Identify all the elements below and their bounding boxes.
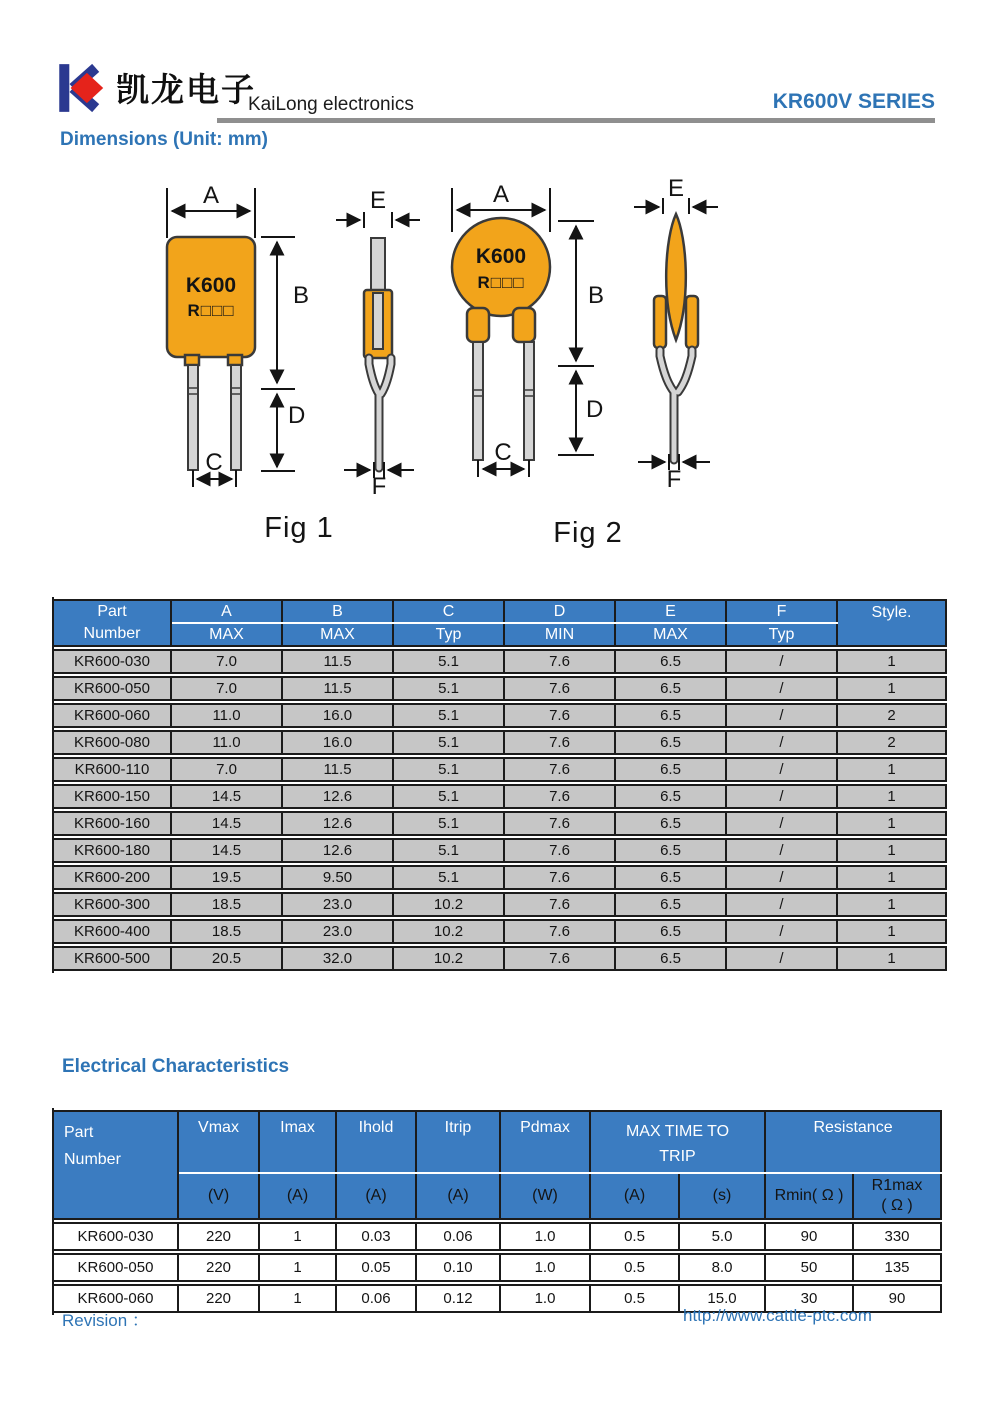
elec-part-number-cell: KR600-060 <box>54 1284 179 1313</box>
dim-spec-c: Typ <box>394 624 505 647</box>
dim-value-cell: 6.5 <box>616 865 727 890</box>
elec-value-cell: 1.0 <box>501 1222 591 1251</box>
fig2-dim-d-label: D <box>586 396 604 423</box>
fig1-dim-c-label: C <box>205 449 223 476</box>
dim-value-cell: 7.6 <box>505 703 616 728</box>
dim-value-cell: / <box>727 676 838 701</box>
dim-value-cell: 7.6 <box>505 892 616 917</box>
dim-value-cell: 18.5 <box>172 919 283 944</box>
dim-value-cell: 6.5 <box>616 703 727 728</box>
dim-value-cell: 20.5 <box>172 946 283 971</box>
dim-value-cell: 1 <box>838 784 947 809</box>
dim-table-row <box>54 838 947 863</box>
dim-table-row <box>54 919 947 944</box>
elec-part-line2: Number <box>64 1151 121 1168</box>
dim-part-line2: Number <box>83 625 141 642</box>
dim-value-cell: 1 <box>838 757 947 782</box>
dim-value-cell: 5.1 <box>394 784 505 809</box>
elec-col-imax: Imax <box>260 1110 337 1172</box>
fig1-dim-a-label: A <box>202 182 220 209</box>
dim-part-number-cell: KR600-110 <box>54 757 172 782</box>
fig2-caption: Fig 2 <box>553 517 623 549</box>
elec-value-cell: 90 <box>766 1222 854 1251</box>
dim-value-cell: / <box>727 784 838 809</box>
dim-value-cell: 5.1 <box>394 838 505 863</box>
dim-part-number-cell: KR600-400 <box>54 919 172 944</box>
dim-value-cell: 2 <box>838 730 947 755</box>
elec-unit-rmin: Rmin( Ω ) <box>766 1174 854 1220</box>
dim-value-cell: 7.6 <box>505 649 616 674</box>
dim-value-cell: 5.1 <box>394 649 505 674</box>
dim-value-cell: 11.0 <box>172 730 283 755</box>
elec-unit-s: (s) <box>680 1174 766 1220</box>
dim-value-cell: 14.5 <box>172 838 283 863</box>
fig1-side-view <box>336 187 420 500</box>
fig2-marking-line2: R□□□ <box>477 273 525 292</box>
electrical-section-title: Electrical Characteristics <box>62 1056 290 1077</box>
dim-spec-d: MIN <box>505 624 616 647</box>
elec-value-cell: 135 <box>854 1253 942 1282</box>
fig2-marking-line1: K600 <box>475 245 527 268</box>
dim-value-cell: 18.5 <box>172 892 283 917</box>
elec-col-ihold: Ihold <box>337 1110 417 1172</box>
dim-value-cell: 7.6 <box>505 784 616 809</box>
dim-value-cell: / <box>727 703 838 728</box>
dim-part-number-cell: KR600-500 <box>54 946 172 971</box>
fig2-dim-b-label: B <box>588 282 605 309</box>
elec-value-cell: 1 <box>260 1284 337 1313</box>
dim-value-cell: 23.0 <box>283 919 394 944</box>
dim-value-cell: / <box>727 838 838 863</box>
elec-unit-r1max <box>854 1174 942 1220</box>
elec-mtt-line2: TRIP <box>659 1148 696 1165</box>
elec-mtt-line1: MAX TIME TO <box>625 1123 730 1140</box>
dim-part-number-cell: KR600-150 <box>54 784 172 809</box>
dimensions-table <box>52 597 947 973</box>
dim-part-number-cell: KR600-200 <box>54 865 172 890</box>
dim-value-cell: 16.0 <box>283 730 394 755</box>
dim-value-cell: 5.1 <box>394 811 505 836</box>
fig2-dim-f-label: F <box>666 466 682 493</box>
elec-col-itrip: Itrip <box>417 1110 501 1172</box>
elec-value-cell: 0.5 <box>591 1253 680 1282</box>
dim-part-line1: Part <box>97 603 127 620</box>
dim-value-cell: 1 <box>838 865 947 890</box>
elec-value-cell: 1 <box>260 1222 337 1251</box>
elec-unit-v: (V) <box>179 1174 260 1220</box>
elec-part-line1: Part <box>64 1124 94 1141</box>
dim-value-cell: 1 <box>838 946 947 971</box>
dim-value-cell: 1 <box>838 892 947 917</box>
elec-part-number-cell: KR600-030 <box>54 1222 179 1251</box>
elec-value-cell: 0.06 <box>337 1284 417 1313</box>
dim-part-number-cell: KR600-160 <box>54 811 172 836</box>
dim-value-cell: 12.6 <box>283 784 394 809</box>
dim-value-cell: 5.1 <box>394 703 505 728</box>
dim-value-cell: 7.6 <box>505 919 616 944</box>
fig1-dim-f-label: F <box>371 473 387 500</box>
dim-header-row-1 <box>54 599 947 622</box>
dim-value-cell: 6.5 <box>616 649 727 674</box>
dim-value-cell: 11.5 <box>283 676 394 701</box>
fig1-front-view <box>167 237 255 470</box>
dim-col-part-number <box>54 599 172 647</box>
dim-table-row <box>54 892 947 917</box>
elec-header-row-1 <box>54 1110 942 1172</box>
elec-value-cell: 0.05 <box>337 1253 417 1282</box>
dim-value-cell: 7.6 <box>505 946 616 971</box>
electrical-table <box>52 1108 942 1315</box>
elec-value-cell: 8.0 <box>680 1253 766 1282</box>
fig1-marking-line1: K600 <box>185 274 237 297</box>
elec-header-row-2 <box>54 1174 942 1220</box>
fig1-marking-line2: R□□□ <box>187 301 235 320</box>
dim-value-cell: 11.0 <box>172 703 283 728</box>
elec-unit-w: (W) <box>501 1174 591 1220</box>
dim-value-cell: / <box>727 757 838 782</box>
elec-value-cell: 30 <box>766 1284 854 1313</box>
elec-value-cell: 50 <box>766 1253 854 1282</box>
company-name-chinese: 凯龙电子 <box>116 70 256 109</box>
dim-part-number-cell: KR600-180 <box>54 838 172 863</box>
elec-col-resistance: Resistance <box>766 1110 942 1172</box>
dim-value-cell: 7.6 <box>505 757 616 782</box>
elec-value-cell: 0.5 <box>591 1284 680 1313</box>
dim-value-cell: 14.5 <box>172 811 283 836</box>
dim-col-b: B <box>283 599 394 622</box>
dim-value-cell: / <box>727 892 838 917</box>
dim-value-cell: / <box>727 865 838 890</box>
dim-value-cell: 7.6 <box>505 865 616 890</box>
dim-value-cell: 10.2 <box>394 946 505 971</box>
elec-col-pdmax: Pdmax <box>501 1110 591 1172</box>
dim-table-row <box>54 811 947 836</box>
dim-part-number-cell: KR600-030 <box>54 649 172 674</box>
elec-part-number-cell: KR600-050 <box>54 1253 179 1282</box>
dim-value-cell: 1 <box>838 919 947 944</box>
elec-unit-a1: (A) <box>260 1174 337 1220</box>
dim-value-cell: 11.5 <box>283 757 394 782</box>
dim-col-c: C <box>394 599 505 622</box>
dim-value-cell: 1 <box>838 676 947 701</box>
dim-spec-b: MAX <box>283 624 394 647</box>
elec-table-row <box>54 1253 942 1282</box>
dim-value-cell: 12.6 <box>283 811 394 836</box>
dim-table-row <box>54 757 947 782</box>
fig2-front-view <box>452 218 550 460</box>
dim-value-cell: 6.5 <box>616 838 727 863</box>
elec-value-cell: 0.03 <box>337 1222 417 1251</box>
dim-value-cell: 6.5 <box>616 811 727 836</box>
elec-value-cell: 0.5 <box>591 1222 680 1251</box>
fig1-caption: Fig 1 <box>264 512 334 544</box>
dim-value-cell: 2 <box>838 703 947 728</box>
dim-col-a: A <box>172 599 283 622</box>
elec-value-cell: 1.0 <box>501 1253 591 1282</box>
elec-value-cell: 0.12 <box>417 1284 501 1313</box>
dim-value-cell: 1 <box>838 811 947 836</box>
website-link[interactable]: http://www.cattle-ptc.com <box>683 1306 872 1325</box>
dim-value-cell: 10.2 <box>394 919 505 944</box>
dim-value-cell: 11.5 <box>283 649 394 674</box>
elec-value-cell: 330 <box>854 1222 942 1251</box>
elec-value-cell: 220 <box>179 1253 260 1282</box>
dim-value-cell: 6.5 <box>616 676 727 701</box>
dim-value-cell: 7.0 <box>172 676 283 701</box>
dim-value-cell: 9.50 <box>283 865 394 890</box>
dim-table-row <box>54 730 947 755</box>
fig2-side-view <box>634 175 718 493</box>
dim-value-cell: 10.2 <box>394 892 505 917</box>
dim-spec-f: Typ <box>727 624 838 647</box>
dim-part-number-cell: KR600-050 <box>54 676 172 701</box>
fig2-dim-e-label: E <box>667 175 685 202</box>
elec-col-vmax: Vmax <box>179 1110 260 1172</box>
dim-value-cell: / <box>727 811 838 836</box>
elec-value-cell: 5.0 <box>680 1222 766 1251</box>
elec-r1max-line2: ( Ω ) <box>881 1197 913 1214</box>
dim-value-cell: 14.5 <box>172 784 283 809</box>
dim-value-cell: 19.5 <box>172 865 283 890</box>
elec-r1max-line1: R1max <box>871 1177 923 1194</box>
dim-value-cell: 6.5 <box>616 757 727 782</box>
dim-col-f: F <box>727 599 838 622</box>
elec-value-cell: 1 <box>260 1253 337 1282</box>
revision-label: Revision ： <box>62 1311 149 1330</box>
fig2-dim-a-label: A <box>492 181 510 208</box>
dim-value-cell: / <box>727 649 838 674</box>
dimensions-section-title: Dimensions (Unit: mm) <box>60 129 268 150</box>
elec-unit-a3: (A) <box>417 1174 501 1220</box>
dim-col-d: D <box>505 599 616 622</box>
dim-header-row-2 <box>54 624 947 647</box>
kailong-logo-icon <box>58 60 112 116</box>
dim-value-cell: 5.1 <box>394 757 505 782</box>
fig1-dim-b-label: B <box>293 282 310 309</box>
dim-table-row <box>54 946 947 971</box>
dim-value-cell: 16.0 <box>283 703 394 728</box>
dim-part-number-cell: KR600-080 <box>54 730 172 755</box>
dim-value-cell: 7.0 <box>172 649 283 674</box>
dim-spec-e: MAX <box>616 624 727 647</box>
dim-value-cell: 7.0 <box>172 757 283 782</box>
dim-part-number-cell: KR600-300 <box>54 892 172 917</box>
series-title: KR600V SERIES <box>772 90 935 113</box>
elec-value-cell: 0.10 <box>417 1253 501 1282</box>
dim-table-row <box>54 676 947 701</box>
dim-value-cell: 5.1 <box>394 676 505 701</box>
dim-value-cell: / <box>727 919 838 944</box>
dim-table-row <box>54 649 947 674</box>
dim-value-cell: 5.1 <box>394 730 505 755</box>
elec-value-cell: 1.0 <box>501 1284 591 1313</box>
dim-table-row <box>54 865 947 890</box>
dim-value-cell: 7.6 <box>505 676 616 701</box>
elec-value-cell: 15.0 <box>680 1284 766 1313</box>
company-name-english: KaiLong electronics <box>248 94 414 115</box>
dim-value-cell: 23.0 <box>283 892 394 917</box>
elec-unit-a4: (A) <box>591 1174 680 1220</box>
dim-value-cell: 5.1 <box>394 865 505 890</box>
fig1-dim-d-label: D <box>288 402 306 429</box>
dim-value-cell: 1 <box>838 838 947 863</box>
dim-value-cell: 6.5 <box>616 730 727 755</box>
dim-col-e: E <box>616 599 727 622</box>
dim-value-cell: / <box>727 946 838 971</box>
elec-table-row <box>54 1222 942 1251</box>
elec-value-cell: 0.06 <box>417 1222 501 1251</box>
dimension-figures <box>0 158 1000 590</box>
dim-value-cell: 7.6 <box>505 811 616 836</box>
dim-value-cell: / <box>727 730 838 755</box>
dim-table-row <box>54 703 947 728</box>
dim-value-cell: 6.5 <box>616 784 727 809</box>
dim-col-style: Style. <box>838 599 947 647</box>
fig2-dim-c-label: C <box>494 439 512 466</box>
dim-value-cell: 12.6 <box>283 838 394 863</box>
header-divider <box>217 118 935 123</box>
dim-value-cell: 7.6 <box>505 838 616 863</box>
elec-col-max-time-to-trip <box>591 1110 766 1172</box>
fig1-dim-e-label: E <box>369 187 387 214</box>
dim-value-cell: 6.5 <box>616 919 727 944</box>
dim-table-row <box>54 784 947 809</box>
dim-value-cell: 1 <box>838 649 947 674</box>
dim-part-number-cell: KR600-060 <box>54 703 172 728</box>
elec-value-cell: 220 <box>179 1284 260 1313</box>
dim-spec-a: MAX <box>172 624 283 647</box>
dim-value-cell: 6.5 <box>616 946 727 971</box>
dim-value-cell: 32.0 <box>283 946 394 971</box>
dim-value-cell: 6.5 <box>616 892 727 917</box>
elec-unit-a2: (A) <box>337 1174 417 1220</box>
elec-value-cell: 220 <box>179 1222 260 1251</box>
dim-value-cell: 7.6 <box>505 730 616 755</box>
elec-col-part-number <box>54 1110 179 1220</box>
elec-value-cell: 90 <box>854 1284 942 1313</box>
